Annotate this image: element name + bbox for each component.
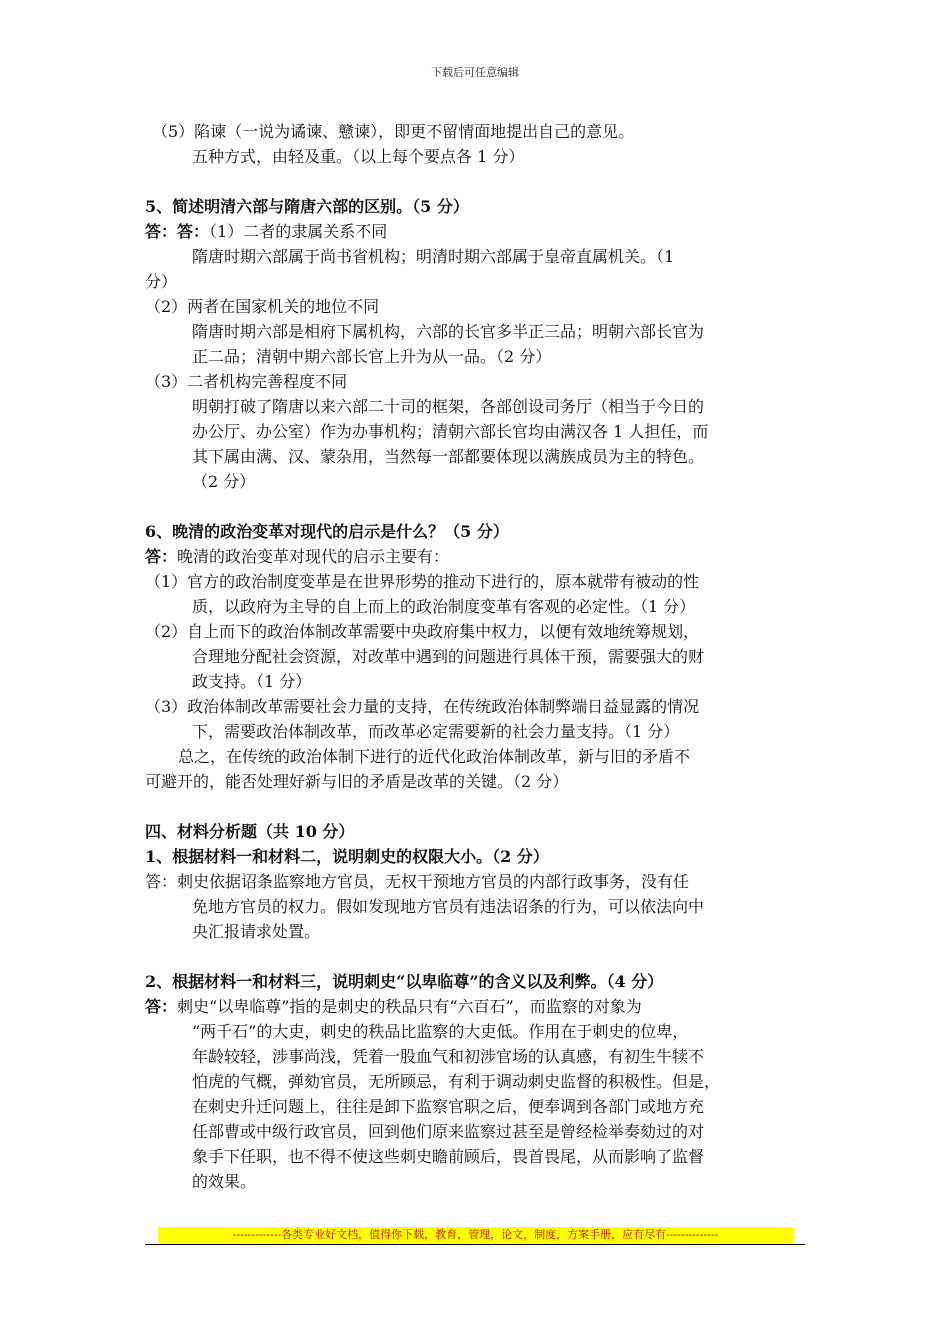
line-text: 隋唐时期六部是相府下属机构，六部的长官多半正三品；明朝六部长官为 <box>192 322 705 341</box>
text-line <box>145 119 815 144</box>
text-line <box>145 369 815 394</box>
text-line <box>145 1044 815 1069</box>
line-text: 总之，在传统的政治体制下进行的近代化政治体制改革，新与旧的矛盾不 <box>178 747 691 766</box>
section-heading <box>145 819 815 844</box>
text-line <box>145 544 815 569</box>
line-text: 下，需要政治体制改革，而改革必定需要新的社会力量支持。（1 分） <box>192 722 680 741</box>
answer-label: 答：答： <box>145 222 210 241</box>
line-text: 5、简述明清六部与隋唐六部的区别。（5 分） <box>145 197 469 216</box>
text-line <box>145 244 815 269</box>
text-line <box>145 419 815 444</box>
line-text: 分） <box>145 272 178 291</box>
text-line <box>145 1069 815 1094</box>
line-text: 晚清的政治变革对现代的启示主要有： <box>177 547 450 566</box>
line-text: 办公厅、办公室）作为办事机构；清朝六部长官均由满汉各 1 人担任，而 <box>192 422 709 441</box>
footer-rule <box>145 1244 805 1245</box>
section-heading <box>145 194 815 219</box>
line-text: （2）两者在国家机关的地位不同 <box>145 297 380 316</box>
line-text: 五种方式，由轻及重。（以上每个要点各 1 分） <box>192 147 525 166</box>
line-text: 任部曹或中级行政官员，回到他们原来监察过甚至是曾经检举奏劾过的对 <box>192 1122 705 1141</box>
line-text: 6、晚清的政治变革对现代的启示是什么？（5 分） <box>145 522 509 541</box>
text-line <box>145 469 815 494</box>
text-line <box>145 394 815 419</box>
line-text: “两千石”的大吏，刺史的秩品比监察的大吏低。作用在于刺史的位卑， <box>192 1022 689 1041</box>
line-text: 答：刺史依据诏条监察地方官员，无权干预地方官员的内部行政事务，没有任 <box>145 872 690 891</box>
line-text: 在刺史升迁问题上，往往是卸下监察官职之后，便奉调到各部门或地方充 <box>192 1097 705 1116</box>
line-text: 明朝打破了隋唐以来六部二十司的框架，各部创设司务厅（相当于今日的 <box>192 397 705 416</box>
text-line <box>145 1019 815 1044</box>
text-line <box>145 269 815 294</box>
text-line <box>145 594 815 619</box>
text-line <box>145 1169 815 1194</box>
text-line <box>145 1144 815 1169</box>
blank-line <box>145 494 815 519</box>
line-text: 政支持。（1 分） <box>192 672 312 691</box>
text-line <box>145 994 815 1019</box>
line-text: （2）自上而下的政治体制改革需要中央政府集中权力，以便有效地统筹规划， <box>145 622 700 641</box>
line-text: 正二品；清朝中期六部长官上升为从一品。（2 分） <box>192 347 552 366</box>
text-line <box>145 669 815 694</box>
text-line <box>145 769 815 794</box>
footer-banner: -------------各类专业好文档，值得你下载，教育，管理，论文，制度，方案手册，应有尽有-------------- <box>158 1227 793 1243</box>
line-text: （1）二者的隶属关系不同 <box>209 222 388 241</box>
text-line <box>145 869 815 894</box>
text-line <box>145 144 815 169</box>
line-text: 四、材料分析题（共 10 分） <box>145 822 355 841</box>
answer-label: 答： <box>145 997 178 1016</box>
page-header: 下载后可任意编辑 <box>431 66 519 79</box>
text-line <box>145 894 815 919</box>
text-line <box>145 719 815 744</box>
text-line <box>145 1119 815 1144</box>
document-body <box>145 119 815 1194</box>
line-text: 的效果。 <box>192 1172 257 1191</box>
line-text: 免地方官员的权力。假如发现地方官员有违法诏条的行为，可以依法向中 <box>192 897 705 916</box>
line-text: （1）官方的政治制度变革是在世界形势的推动下进行的，原本就带有被动的性 <box>145 572 700 591</box>
answer-label: 答： <box>145 547 178 566</box>
line-text: 怕虎的气概，弹劾官员，无所顾忌，有利于调动刺史监督的积极性。但是， <box>192 1072 721 1091</box>
blank-line <box>145 169 815 194</box>
blank-line <box>145 794 815 819</box>
text-line <box>145 1094 815 1119</box>
line-text: （2 分） <box>192 472 256 491</box>
line-text: （3）政治体制改革需要社会力量的支持，在传统政治体制弊端日益显露的情况 <box>145 697 700 716</box>
line-text: 合理地分配社会资源，对改革中遇到的问题进行具体干预，需要强大的财 <box>192 647 705 666</box>
text-line <box>145 344 815 369</box>
line-text: 其下属由满、汉、蒙杂用，当然每一部都要体现以满族成员为主的特色。 <box>192 447 705 466</box>
line-text: 2、根据材料一和材料三，说明刺史“以卑临尊”的含义以及利弊。（4 分） <box>145 972 664 991</box>
text-line <box>145 444 815 469</box>
line-text: （5）陷谏（一说为谲谏、戆谏），即更不留情面地提出自己的意见。 <box>152 122 635 141</box>
text-line <box>145 294 815 319</box>
text-line <box>145 319 815 344</box>
line-text: 刺史“以卑临尊”指的是刺史的秩品只有“六百石”，而监察的对象为 <box>177 997 642 1016</box>
line-text: 质，以政府为主导的自上而上的政治制度变革有客观的必定性。（1 分） <box>192 597 696 616</box>
text-line <box>145 219 815 244</box>
section-heading <box>145 844 815 869</box>
text-line <box>145 569 815 594</box>
line-text: 年龄较轻，涉事尚浅，凭着一股血气和初涉官场的认真感，有初生牛犊不 <box>192 1047 705 1066</box>
text-line <box>145 744 815 769</box>
section-heading <box>145 519 815 544</box>
blank-line <box>145 944 815 969</box>
line-text: 央汇报请求处置。 <box>192 922 321 941</box>
line-text: （3）二者机构完善程度不同 <box>145 372 348 391</box>
line-text: 1、根据材料一和材料二，说明刺史的权限大小。（2 分） <box>145 847 549 866</box>
text-line <box>145 644 815 669</box>
line-text: 象手下任职，也不得不使这些刺史瞻前顾后，畏首畏尾，从而影响了监督 <box>192 1147 705 1166</box>
section-heading <box>145 969 815 994</box>
line-text: 隋唐时期六部属于尚书省机构；明清时期六部属于皇帝直属机关。（1 <box>192 247 675 266</box>
text-line <box>145 619 815 644</box>
line-text: 可避开的，能否处理好新与旧的矛盾是改革的关键。（2 分） <box>145 772 569 791</box>
text-line <box>145 694 815 719</box>
text-line <box>145 919 815 944</box>
